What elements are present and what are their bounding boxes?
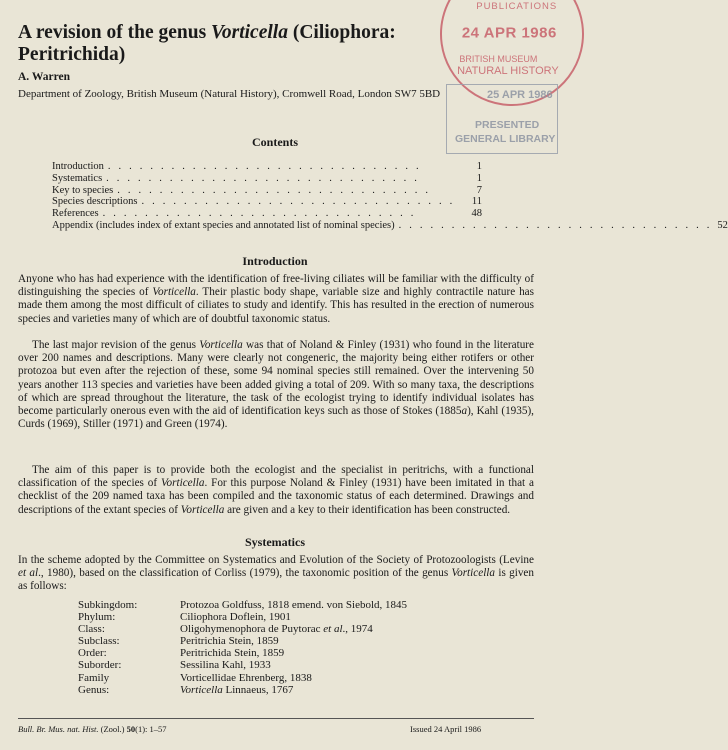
issue-date: Issued 24 April 1986: [410, 724, 482, 734]
footer-rule: [18, 718, 534, 719]
taxonomy-row: Suborder: Sessilina Kahl, 1933: [78, 659, 271, 672]
systematics-heading: Systematics: [245, 535, 305, 549]
intro-paragraph-2: The last major revision of the genus Vorticella was that of Noland & Finley (1931) who found in the literature over 200 names and descriptions. Many were clearly not congeneric, the majority being either rotifers or other protozoa but even after the rejection of these, some 94 nominal species still remained. Over the intervening 50 years another 113 species and varieties have been added giving a total of 209. With so many taxa, the descriptions of which are spread throughout the literature, the task of the ecologist trying to identify individual isolates has become particularly onerous even with the aid of identification keys such as those of Stokes (1885a), Kahl (1935), Curds (1969), Stiller (1971) and Green (1974).: [18, 339, 534, 431]
author-name: A. Warren: [18, 71, 70, 83]
taxonomy-row: Subclass: Peritrichia Stein, 1859: [78, 635, 279, 648]
stamp-museum-text: BRITISH MUSEUM: [459, 54, 538, 65]
stamp-presented-text: PRESENTED: [475, 119, 540, 131]
toc-entry[interactable]: Systematics .............................. 1: [52, 172, 482, 184]
author-affiliation: Department of Zoology, British Museum (Natural History), Cromwell Road, London SW7 5BD: [18, 88, 441, 100]
taxonomy-row: Phylum: Ciliophora Doflein, 1901: [78, 611, 291, 624]
article-title: A revision of the genus Vorticella (Ciliophora: Peritrichida): [18, 22, 396, 65]
contents-heading: Contents: [251, 135, 298, 149]
toc-entry[interactable]: Appendix (includes index of extant species and annotated list of nominal species) .............................. 52: [52, 219, 728, 231]
intro-paragraph-1: Anyone who has had experience with the identification of free-living ciliates will be familiar with the difficulty of distinguishing the species of Vorticella. Their plastic body shape, variable size and highly contractile nature has made them among the most difficult of ciliates to study and identify. This has resulted in the erection of numerous species and varieties many of which are of doubtful taxonomic status.: [18, 273, 534, 325]
toc-entry[interactable]: References .............................. 48: [52, 208, 482, 220]
journal-citation: Bull. Br. Mus. nat. Hist. (Zool.) 50(1): 1–57: [18, 724, 167, 734]
toc-entry[interactable]: Species descriptions .............................. 11: [52, 196, 482, 208]
taxonomy-row: Subkingdom: Protozoa Goldfuss, 1818 emend. von Siebold, 1845: [78, 599, 408, 611]
toc-entry[interactable]: Introduction .............................. 1: [52, 161, 482, 172]
taxonomy-row: Genus: Vorticella Linnaeus, 1767: [78, 683, 294, 696]
taxonomy-row: Class: Oligohymenophora de Puytorac et al., 1974: [78, 623, 373, 636]
stamp-natural-history-text: NATURAL HISTORY: [457, 64, 559, 77]
taxonomy-row: Order: Peritrichida Stein, 1859: [78, 647, 285, 660]
stamp-date2-text: 25 APR 1986: [487, 89, 553, 101]
table-of-contents: [52, 161, 728, 232]
toc-entry[interactable]: Key to species .............................. 7: [52, 184, 482, 196]
stamp-publications-text: PUBLICATIONS: [476, 1, 558, 13]
stamp-date-text: 24 APR 1986: [461, 24, 557, 42]
introduction-heading: Introduction: [242, 254, 308, 268]
taxonomy-list: [78, 599, 407, 696]
intro-paragraph-3: The aim of this paper is to provide both the ecologist and the specialist in peritrichs, with a functional classification of the species of Vorticella. For this purpose Noland & Finley (1931) have been imitated in that a checklist of the 209 named taxa has been compiled and the taxonomic status of each determined. Drawings and descriptions of the extant species of Vorticella are given and a key to their identification has been constructed.: [18, 464, 534, 516]
stamp-library-text: GENERAL LIBRARY: [455, 133, 556, 145]
taxonomy-row: Family Vorticellidae Ehrenberg, 1838: [78, 671, 312, 684]
systematics-paragraph: In the scheme adopted by the Committee on Systematics and Evolution of the Society of Protozoologists (Levine et al., 1980), based on the classification of Corliss (1979), the taxonomic position of the genus Vorticella is given as follows:: [18, 554, 534, 593]
